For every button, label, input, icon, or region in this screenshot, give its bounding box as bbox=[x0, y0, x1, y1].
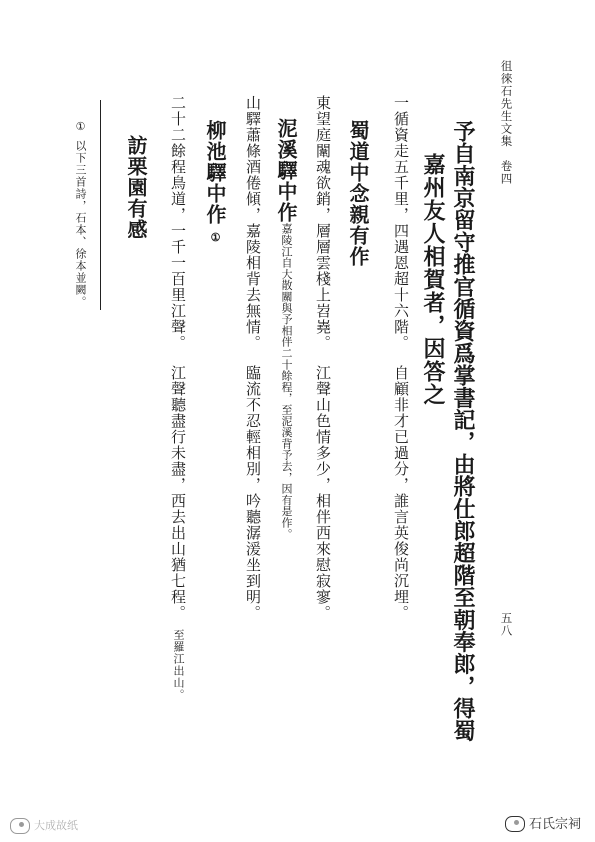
poem3-heading bbox=[276, 118, 296, 539]
poem4-title: 柳池驛中作 bbox=[203, 120, 227, 225]
poem4-note: 至羅江出山。 bbox=[172, 629, 185, 701]
poem4-text-cont: 江聲聽盡行未盡，西去出山猶七程。 bbox=[169, 365, 187, 621]
watermark-right-text: 石氏宗祠 bbox=[528, 816, 581, 832]
poem1-text-main: 一循資走五千里，四遇恩超十六階。 bbox=[392, 95, 410, 351]
wechat-icon bbox=[505, 816, 525, 832]
poem3-text-main: 山驛蕭條酒倦傾，嘉陵相背去無情。 bbox=[244, 95, 262, 351]
watermark-left-text: 大成故纸 bbox=[34, 819, 78, 832]
footnote-text: 以下三首詩，石本、徐本並闕。 bbox=[74, 140, 87, 308]
poem2-text-cont: 江聲山色情多少，相伴西來慰寂寥。 bbox=[314, 365, 332, 621]
poem3-text bbox=[245, 95, 260, 621]
poem2-text-main: 東望庭闈魂欲銷，層層雲棧上岧嶤。 bbox=[314, 95, 332, 351]
poem4-text bbox=[170, 95, 185, 701]
poem3-note: 嘉陵江自大散關與予相伴二十餘程，至泥溪背予去，因有是作。 bbox=[280, 223, 293, 540]
poem3-title: 泥溪驛中作 bbox=[274, 118, 298, 223]
footnote-marker: ① bbox=[74, 120, 87, 134]
poem1-title-line2: 嘉州友人相賀者，因答之 bbox=[420, 153, 446, 406]
poem3-text-cont: 臨流不忍輕相別，吟聽潺湲坐到明。 bbox=[244, 365, 262, 621]
poem1-text-cont: 自顧非才已過分，誰言英俊尚沉埋。 bbox=[392, 365, 410, 621]
poem2-text bbox=[315, 95, 330, 621]
poem5-title: 訪栗園有感 bbox=[124, 135, 148, 240]
page-number: 五八 bbox=[499, 612, 514, 637]
footnote bbox=[75, 120, 86, 308]
poem4-note-marker: ① bbox=[209, 231, 222, 245]
poem4-heading bbox=[205, 120, 225, 245]
running-title: 徂徠石先生文集 卷四 bbox=[499, 60, 514, 185]
poem1-text bbox=[393, 95, 408, 621]
poem2-title: 蜀道中念親有作 bbox=[346, 120, 370, 267]
poem4-text-main: 二十二餘程鳥道，一千一百里江聲。 bbox=[169, 95, 187, 351]
footnote-rule bbox=[100, 100, 101, 310]
watermark-left bbox=[10, 817, 78, 834]
poem1-title-line1: 予自南京留守推官循資爲掌書記，由將仕郎超階至朝奉郎，得蜀 bbox=[450, 120, 476, 742]
wechat-icon bbox=[10, 818, 30, 834]
watermark-right bbox=[505, 813, 581, 833]
